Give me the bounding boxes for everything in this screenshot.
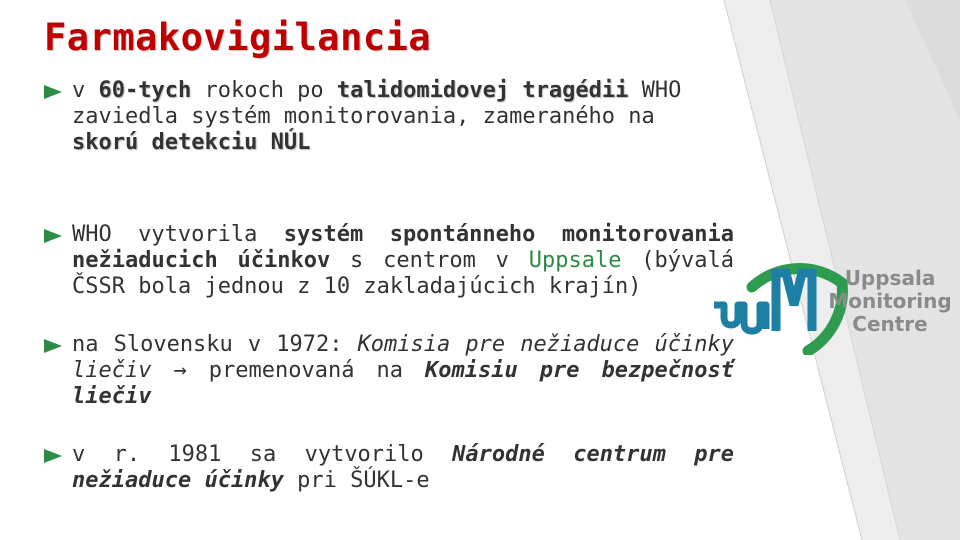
bullet-text-run: (bývalá ČSSR bola jednou z 10 zakladajúcich krajín) — [72, 248, 734, 299]
logo-line: Monitoring — [828, 289, 952, 313]
bullet-text — [72, 222, 734, 300]
bullet-arrow-icon — [44, 449, 62, 463]
bullet-text-run: na Slovensku v 1972: — [72, 332, 358, 357]
bullet-text-run: v — [72, 78, 99, 103]
logo-wordmark — [828, 267, 952, 336]
bullet-item — [44, 222, 734, 300]
bullet-arrow-icon — [44, 85, 62, 99]
slide-title: Farmakovigilancia — [44, 16, 432, 59]
bullet-text-run: Národné centrum pre nežiaduce účinky — [72, 442, 734, 493]
bullet-text-run: systém spontánneho monitorovania nežiaducich účinkov — [72, 222, 734, 273]
bullet-arrow-icon — [44, 229, 62, 243]
bullet-text — [72, 332, 734, 410]
bullet-text-run: Komisia pre nežiaduce účinky liečiv — [72, 332, 734, 383]
bullet-text — [72, 78, 734, 156]
bullet-text — [72, 442, 734, 494]
bullet-text-run: talidomidovej tragédii — [336, 78, 629, 103]
bullet-text-run: rokoch po — [191, 78, 337, 103]
bullet-arrow-icon — [44, 339, 62, 353]
bullet-item — [44, 332, 734, 410]
bullet-text-run: 60-tych — [98, 78, 192, 103]
bullet-text-run: pri ŠÚKL-e — [283, 468, 430, 493]
bullet-text-run: WHO zaviedla systém monitorovania, zameraného na — [72, 78, 682, 129]
bullet-text-run: Uppsale — [528, 248, 622, 273]
bullet-text-run: v r. 1981 sa vytvorilo — [72, 442, 453, 467]
bullet-text-run: Komisiu pre bezpečnosť liečiv — [72, 358, 734, 409]
bullet-text-run: WHO vytvorila — [72, 222, 284, 247]
bullet-item — [44, 78, 734, 156]
bullet-item — [44, 442, 734, 494]
bullet-text-run: s centrom v — [330, 248, 529, 273]
logo-line: Centre — [852, 312, 928, 336]
bullet-text-run: → premenovaná na — [151, 358, 426, 383]
bullet-text-run: skorú detekciu NÚL — [72, 130, 311, 155]
logo-line: Uppsala — [844, 266, 936, 290]
